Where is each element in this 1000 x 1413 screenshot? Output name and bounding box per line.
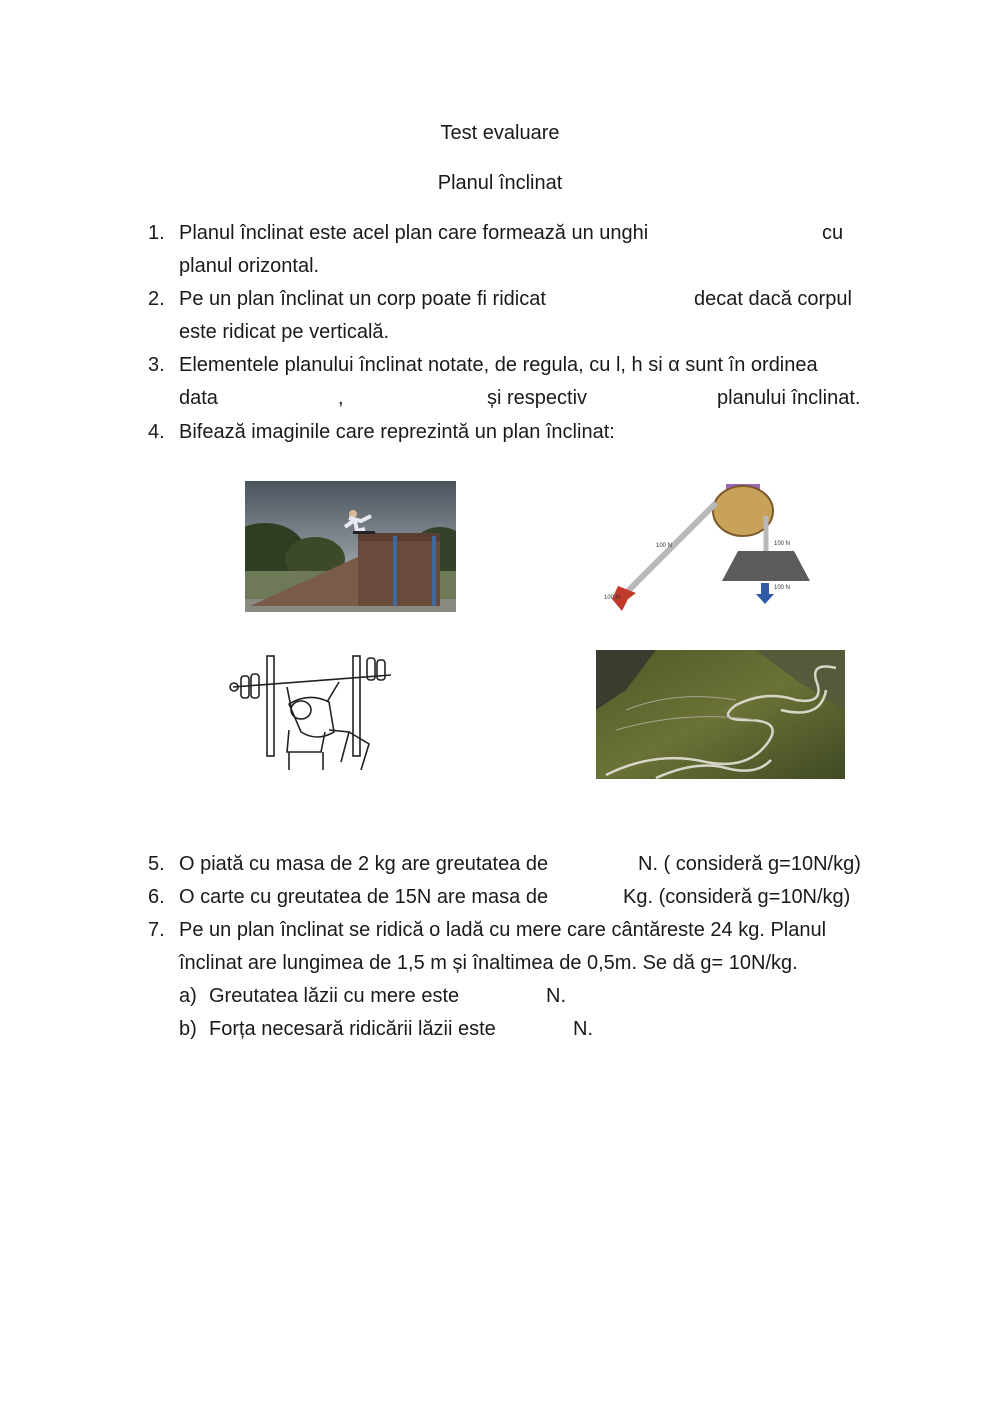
q7b-text: Forța necesară ridicării lăzii este: [209, 1018, 496, 1040]
q3-comma: ,: [338, 387, 344, 409]
page-title: Test evaluare: [440, 122, 560, 144]
q2-answer-blank[interactable]: [585, 287, 685, 311]
q3-answer-blank-1[interactable]: [228, 386, 333, 410]
q2-line2: este ridicat pe verticală.: [179, 321, 390, 343]
pulley-label-bottom-right: 100 N: [774, 585, 791, 591]
q2-number: 2.: [148, 288, 165, 310]
q6-number: 6.: [148, 886, 165, 908]
q7a-label: a): [179, 985, 197, 1007]
q7a-answer-blank[interactable]: [482, 984, 540, 1008]
q1-number: 1.: [148, 222, 165, 244]
q7-number: 7.: [148, 919, 165, 941]
q7b-answer-blank[interactable]: [518, 1017, 568, 1041]
page-subtitle: Planul înclinat: [437, 172, 563, 194]
q2-text: Pe un plan înclinat un corp poate fi ridicat: [179, 288, 546, 310]
q7-line2: înclinat are lungimea de 1,5 m și înaltimea de 0,5m. Se dă g= 10N/kg.: [179, 952, 798, 974]
q4-text: Bifează imaginile care reprezintă un plan înclinat:: [179, 421, 615, 443]
mountain-road-image[interactable]: [596, 650, 845, 779]
q1-line2: planul orizontal.: [179, 255, 320, 277]
skate-ramp-image[interactable]: [245, 481, 456, 612]
q5-text-cont: N. ( consideră g=10N/kg): [638, 853, 861, 875]
q1-text: Planul înclinat este acel plan care formează un unghi: [179, 222, 649, 244]
q3-answer-blank-2[interactable]: [352, 386, 480, 410]
q1-text-cont: cu: [822, 222, 844, 244]
q5-answer-blank[interactable]: [575, 852, 633, 876]
q3-word-data: data: [179, 387, 218, 409]
q3-number: 3.: [148, 354, 165, 376]
q6-text-cont: Kg. (consideră g=10N/kg): [623, 886, 851, 908]
q3-word-respectiv: și respectiv: [487, 387, 588, 409]
q3-line1: Elementele planului înclinat notate, de regula, cu l, h si α sunt în ordinea: [179, 354, 818, 376]
pulley-image[interactable]: [598, 481, 813, 616]
q3-answer-blank-3[interactable]: [602, 386, 710, 410]
q6-text: O carte cu greutatea de 15N are masa de: [179, 886, 549, 908]
q7-line1: Pe un plan înclinat se ridică o ladă cu mere care cântăreste 24 kg. Planul: [179, 919, 827, 941]
q7b-label: b): [179, 1018, 197, 1040]
q6-answer-blank[interactable]: [580, 885, 620, 909]
pulley-label-right: 100 N: [774, 541, 791, 547]
q5-text: O piată cu masa de 2 kg are greutatea de: [179, 853, 549, 875]
q5-number: 5.: [148, 853, 165, 875]
pulley-label-left: 100 N: [656, 543, 673, 549]
q7b-unit: N.: [573, 1018, 593, 1040]
q7a-text: Greutatea lăzii cu mere este: [209, 985, 460, 1007]
pulley-label-bottom-left: 100 N: [604, 595, 621, 601]
bench-press-image[interactable]: [229, 652, 394, 782]
q4-number: 4.: [148, 421, 165, 443]
q3-line2-end: planului înclinat.: [717, 387, 861, 409]
q2-text-cont: decat dacă corpul: [694, 288, 852, 310]
q1-answer-blank[interactable]: [688, 221, 813, 245]
q7a-unit: N.: [546, 985, 566, 1007]
